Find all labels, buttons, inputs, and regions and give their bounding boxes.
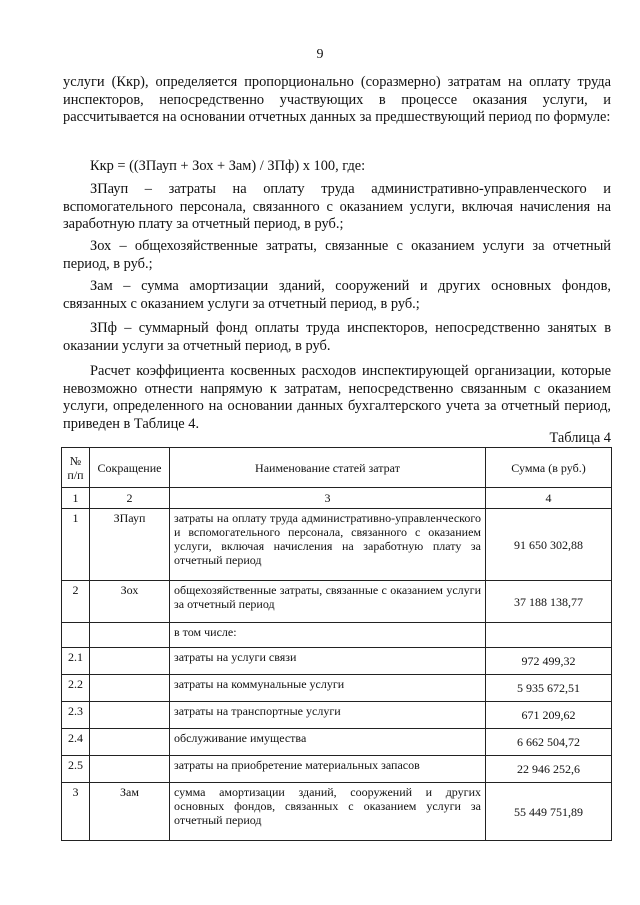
row-sum: 972 499,32 [486,648,612,675]
row-num: 2.3 [62,702,90,729]
row-name: обслуживание имущества [170,729,486,756]
row-abbr: ЗПауп [90,509,170,581]
row-name: затраты на услуги связи [170,648,486,675]
row-sum: 91 650 302,88 [486,509,612,581]
table-header-row [62,448,612,488]
row-num: 2.2 [62,675,90,702]
row-name: затраты на коммунальные услуги [170,675,486,702]
table-row [62,648,612,675]
row-abbr [90,729,170,756]
cost-table [61,447,612,841]
formula: Ккр = ((ЗПауп + Зох + Зам) / ЗПф) х 100, где: [90,158,366,174]
definition-zam: Зам – сумма амортизации зданий, сооружений и других основных фондов, связанных с оказанием услуги за отчетный период, в руб.; [63,278,611,312]
definition-zpf: ЗПф – суммарный фонд оплаты труда инспекторов, непосредственно занятых в оказании услуги за отчетный период, в руб. [63,320,611,354]
table-colnum-row [62,488,612,509]
row-name: в том числе: [170,623,486,648]
paragraph-continuation: услуги (Ккр), определяется пропорционально (соразмерно) затратам на оплату труда инспекторов, непосредственно участвующих в процессе оказания услуги, и рассчитывается на основании отчетных данных за предшествующий период по формуле: [63,74,611,125]
header-name: Наименование статей затрат [170,448,486,488]
row-sum [486,623,612,648]
table-row [62,729,612,756]
table-row [62,623,612,648]
table-row [62,756,612,783]
table-row [62,509,612,581]
row-num: 2.1 [62,648,90,675]
row-num: 3 [62,783,90,841]
header-sum: Сумма (в руб.) [486,448,612,488]
table-caption: Таблица 4 [549,430,611,446]
row-abbr [90,623,170,648]
table-row [62,783,612,841]
header-abbr: Сокращение [90,448,170,488]
row-name: затраты на транспортные услуги [170,702,486,729]
table-row [62,675,612,702]
row-abbr: Зох [90,581,170,623]
row-name: затраты на приобретение материальных запасов [170,756,486,783]
row-abbr [90,756,170,783]
definition-zpaup: ЗПауп – затраты на оплату труда административно-управленческого и вспомогательного персонала, связанного с оказанием услуги, включая начисления на заработную плату за отчетный период, в руб.; [63,181,611,232]
row-sum: 22 946 252,6 [486,756,612,783]
row-num: 1 [62,509,90,581]
table-intro-paragraph: Расчет коэффициента косвенных расходов инспектирующей организации, которые невозможно отнести напрямую к затратам, непосредственно связанным с оказанием услуги, определенного на основании данных бухгалтерского учета за отчетный период, приведен в Таблице 4. [63,363,611,432]
row-num: 2.4 [62,729,90,756]
row-num [62,623,90,648]
row-num: 2.5 [62,756,90,783]
page-number: 9 [316,47,324,62]
row-abbr: Зам [90,783,170,841]
colnum-2: 2 [90,488,170,509]
header-num: № п/п [62,448,90,488]
colnum-4: 4 [486,488,612,509]
row-abbr [90,675,170,702]
row-name: затраты на оплату труда административно-управленческого и вспомогательного персонала, связанного с оказанием услуги, включая начисления на заработную плату за отчетный период [170,509,486,581]
row-sum: 5 935 672,51 [486,675,612,702]
row-abbr [90,648,170,675]
table-row [62,581,612,623]
row-sum: 37 188 138,77 [486,581,612,623]
row-abbr [90,702,170,729]
row-sum: 6 662 504,72 [486,729,612,756]
row-name: общехозяйственные затраты, связанные с оказанием услуги за отчетный период [170,581,486,623]
definition-zoh: Зох – общехозяйственные затраты, связанные с оказанием услуги за отчетный период, в руб.; [63,238,611,272]
colnum-1: 1 [62,488,90,509]
row-num: 2 [62,581,90,623]
row-sum: 55 449 751,89 [486,783,612,841]
row-sum: 671 209,62 [486,702,612,729]
colnum-3: 3 [170,488,486,509]
row-name: сумма амортизации зданий, сооружений и других основных фондов, связанных с оказанием услуги за отчетный период [170,783,486,841]
table-row [62,702,612,729]
